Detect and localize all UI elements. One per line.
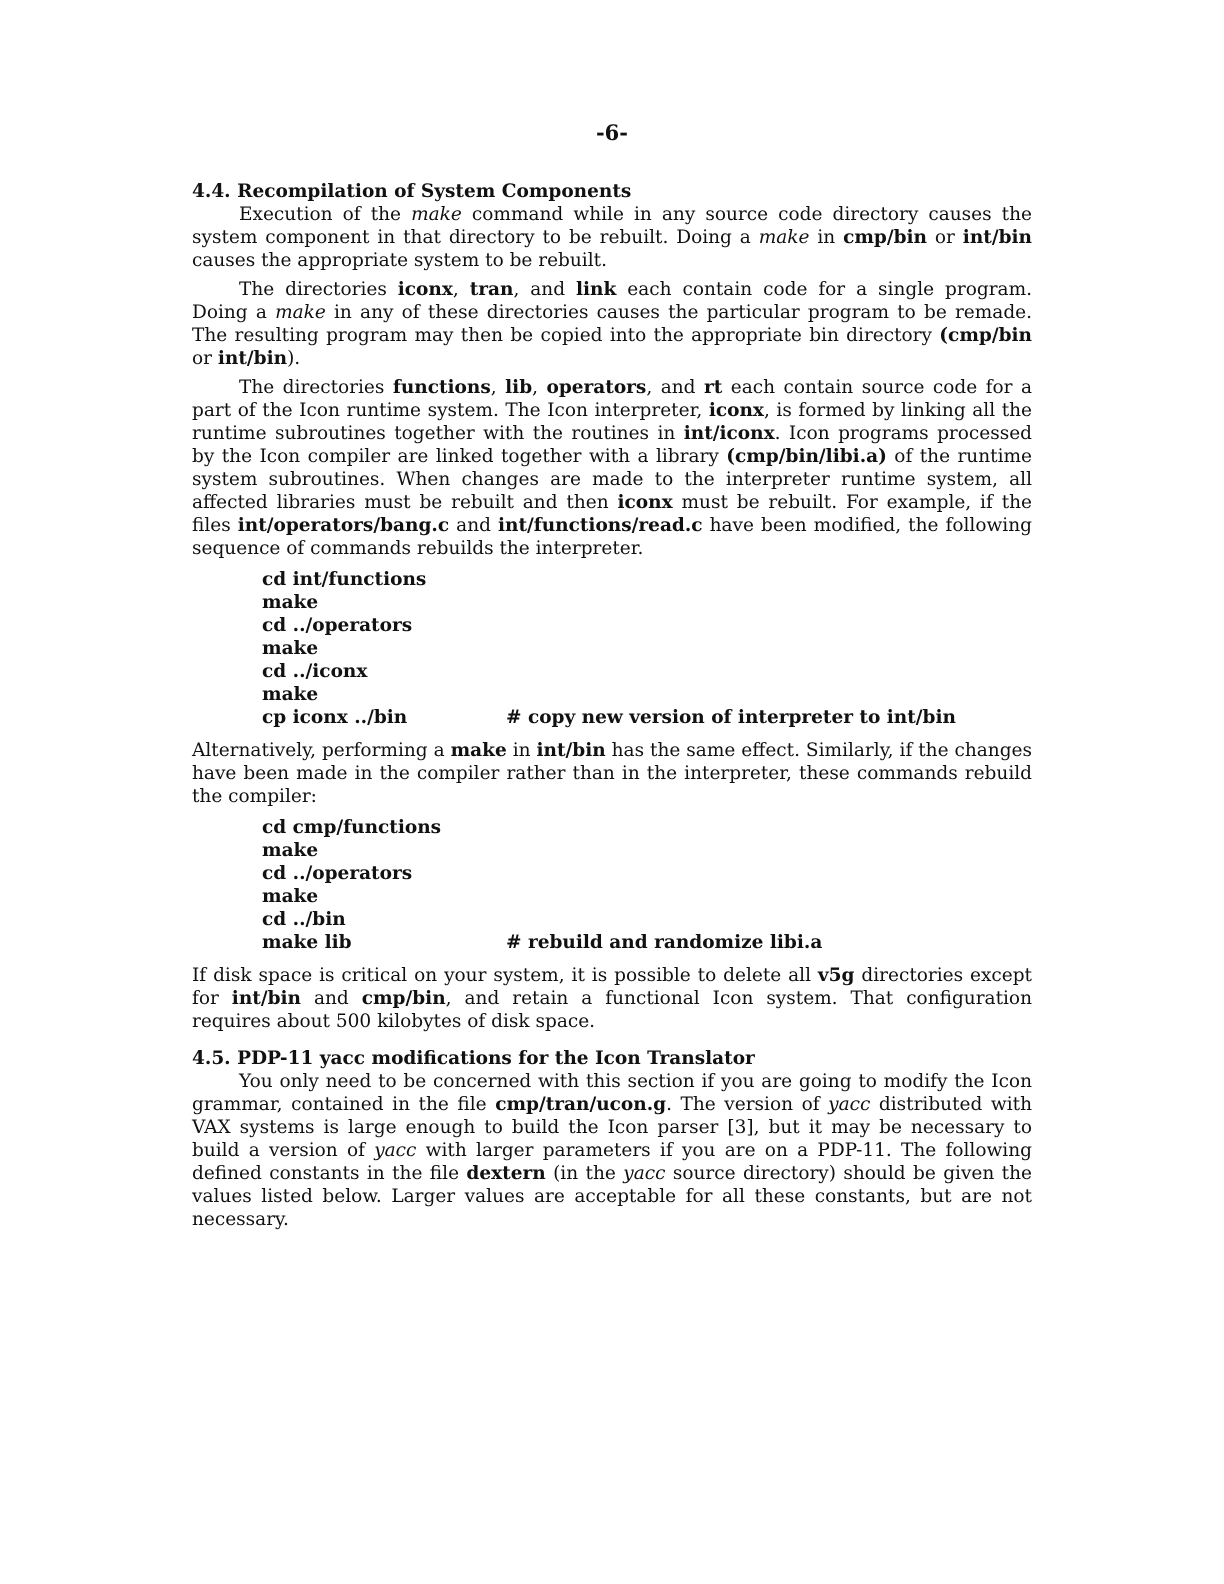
paragraph-alternatively: Alternatively, performing a make in int/bin has the same effect. Similarly, if the changes have been made in the compiler rather than in the interpreter, these commands rebuild the compiler: <box>192 740 1033 807</box>
code-block-interpreter <box>262 568 1032 729</box>
code-line: cd ../iconx <box>262 661 368 682</box>
code-line: make <box>262 638 319 659</box>
paragraph-disk-space: If disk space is critical on your system, it is possible to delete all v5g directories except for int/bin and cmp/bin, and retain a functional Icon system. That configuration requires about 500 kilobytes of disk space. <box>192 965 1032 1032</box>
code-line: cd ../operators <box>262 863 413 884</box>
section-heading-4-4: 4.4. Recompilation of System Components <box>192 181 632 202</box>
code-line: make <box>262 886 319 907</box>
paragraph-make-command: Execution of the make command while in any source code directory causes the system component in that directory to be rebuilt. Doing a make in cmp/bin or int/bin causes the appropriate system to be rebuilt. <box>192 204 1032 271</box>
paragraph-program-directories: The directories iconx, tran, and link each contain code for a single program. Doing a make in any of these directories causes the particular program to be remade. The resulting program may then be copied into the appropriate bin directory (cmp/bin or int/bin). <box>192 279 1033 369</box>
section-heading-4-5: 4.5. PDP-11 yacc modifications for the Icon Translator <box>192 1048 755 1069</box>
code-line: cp iconx ../bin # copy new version of interpreter to int/bin <box>262 707 956 728</box>
code-line: cd ../bin <box>262 909 346 930</box>
code-line: make <box>262 684 319 705</box>
code-line: make lib # rebuild and randomize libi.a <box>262 932 823 953</box>
code-line: cd cmp/functions <box>262 817 442 838</box>
code-block-compiler <box>262 816 1032 954</box>
code-line: make <box>262 592 319 613</box>
code-line: cd int/functions <box>262 569 427 590</box>
page-number: -6- <box>595 120 629 145</box>
paragraph-yacc-modifications: You only need to be concerned with this section if you are going to modify the Icon grammar, contained in the file cmp/tran/ucon.g. The version of yacc distributed with VAX systems is large enough to build the Icon parser [3], but it may be necessary to build a version of yacc with larger parameters if you are on a PDP-11. The following defined constants in the file dextern (in the yacc source directory) should be given the values listed below. Larger values are acceptable for all these constants, but are not necessary. <box>192 1071 1032 1230</box>
document-body <box>192 180 1032 1231</box>
paragraph-runtime-system: The directories functions, lib, operators, and rt each contain source code for a part of the Icon runtime system. The Icon interpreter, iconx, is formed by linking all the runtime subroutines together with the routines in int/iconx. Icon programs processed by the Icon compiler are linked together with a library (cmp/bin/libi.a) of the runtime system subroutines. When changes are made to the interpreter runtime system, all affected libraries must be rebuilt and then iconx must be rebuilt. For example, if the files int/operators/bang.c and int/functions/read.c have been modified, the following sequence of commands rebuilds the interpreter. <box>192 377 1033 559</box>
code-line: cd ../operators <box>262 615 413 636</box>
code-line: make <box>262 840 319 861</box>
